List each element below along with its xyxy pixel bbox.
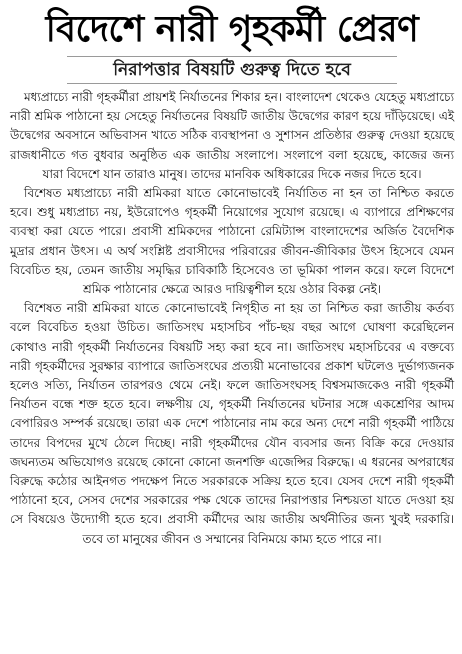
article-body bbox=[10, 88, 454, 549]
paragraph-1: মধ্যপ্রাচ্যে নারী গৃহকর্মীরা প্রায়শই নির্যাতনের শিকার হন। বাংলাদেশ থেকেও যেহেতু মধ্যপ্রাচ্যে নারী শ্রমিক পাঠানো হয় সেহেতু নির্যাতনের বিষয়টি জাতীয় উদ্বেগের কারণ হয়ে দাঁড়িয়েছে। এই উদ্বেগের অবসানে অভিবাসন খাতে সঠিক ব্যবস্থাপনা ও সুশাসন প্রতিষ্ঠার গুরুত্ব দেওয়া হয়েছে রাজধানীতে গত বুধবার অনুষ্ঠিত এক জাতীয় সংলাপে। সংলাপে বলা হয়েছে, কাজের জন্য যারা বিদেশে যান তারাও মানুষ। তাদের মানবিক অধিকারের দিকে নজর দিতে হবে। bbox=[10, 90, 454, 181]
subheadline: নিরাপত্তার বিষয়টি গুরুত্ব দিতে হবে bbox=[67, 56, 397, 84]
paragraph-3: বিশেষত নারী শ্রমিকরা যাতে কোনোভাবেই নিগৃহীত না হয় তা নিশ্চিত করা জাতীয় কর্তব্য বলে বিবেচিত হওয়া উচিত। জাতিসংঘ মহাসচিব পাঁচ-ছয় বছর আগে ঘোষণা করেছিলেন কোথাও নারী গৃহকর্মী নির্যাতনের বিষয়টি সহ্য করা হবে না। জাতিসংঘ মহাসচিবের এ বক্তব্যে নারী গৃহকর্মীদের সুরক্ষার ব্যাপারে জাতিসংঘের প্রত্যয়ী মনোভাবের প্রকাশ ঘটলেও দুর্ভাগ্যজনক হলেও সত্যি, নির্যাতন তারপরও থেমে নেই। ফলে জাতিসংঘসহ বিশ্বসমাজকেও নারী গৃহকর্মী নির্যাতন বন্ধে শক্ত হতে হবে। লক্ষণীয় যে, গৃহকর্মী নির্যাতনের ঘটনার সঙ্গে একশ্রেণির আদম বেপারিরও সম্পর্ক রয়েছে। তারা এক দেশে পাঠানোর নাম করে অন্য দেশে নারী গৃহকর্মী পাঠিয়ে তাদের বিপদের মুখে ঠেলে দিচ্ছে। নারী গৃহকর্মীদের যৌন ব্যবসার জন্য বিক্রি করে দেওয়ার জঘন্যতম অভিযোগও রয়েছে কোনো কোনো জনশক্তি এজেন্সির বিরুদ্ধে। এ ধরনের অপরাধের বিরুদ্ধে কঠোর আইনগত পদক্ষেপ নিতে সরকারকে সক্রিয় হতে হবে। যেসব দেশে নারী গৃহকর্মী পাঠানো হবে, সেসব দেশের সরকারের পক্ষ থেকে তাদের নিরাপত্তার নিশ্চয়তা যাতে দেওয়া হয় সে বিষয়েও উদ্যোগী হতে হবে। প্রবাসী কর্মীদের আয় জাতীয় অর্থনীতির জন্য খুবই দরকারি। তবে তা মানুষের জীবন ও সম্মানের বিনিময়ে কাম্য হতে পারে না। bbox=[10, 301, 454, 546]
paragraph-2: বিশেষত মধ্যপ্রাচ্যে নারী শ্রমিকরা যাতে কোনোভাবেই নির্যাতিত না হন তা নিশ্চিত করতে হবে। শুধু মধ্যপ্রাচ্য নয়, ইউরোপেও গৃহকর্মী নিয়োগের সুযোগ রয়েছে। এ ব্যাপারে প্রশিক্ষণের ব্যবস্থা করা যেতে পারে। প্রবাসী শ্রমিকদের পাঠানো রেমিট্যান্স বাংলাদেশের অর্জিত বৈদেশিক মুদ্রার প্রধান উৎস। এ অর্থ সংশ্লিষ্ট প্রবাসীদের পরিবারের জীবন-জীবিকার উৎস হিসেবে যেমন বিবেচিত হয়, তেমন জাতীয় সমৃদ্ধির চাবিকাঠি হিসেবেও তা ভূমিকা পালন করে। ফলে বিদেশে শ্রমিক পাঠানোর ক্ষেত্রে আরও দায়িত্বশীল হয়ে ওঠার বিকল্প নেই। bbox=[10, 186, 454, 297]
headline: বিদেশে নারী গৃহকর্মী প্রেরণ bbox=[45, 9, 419, 50]
